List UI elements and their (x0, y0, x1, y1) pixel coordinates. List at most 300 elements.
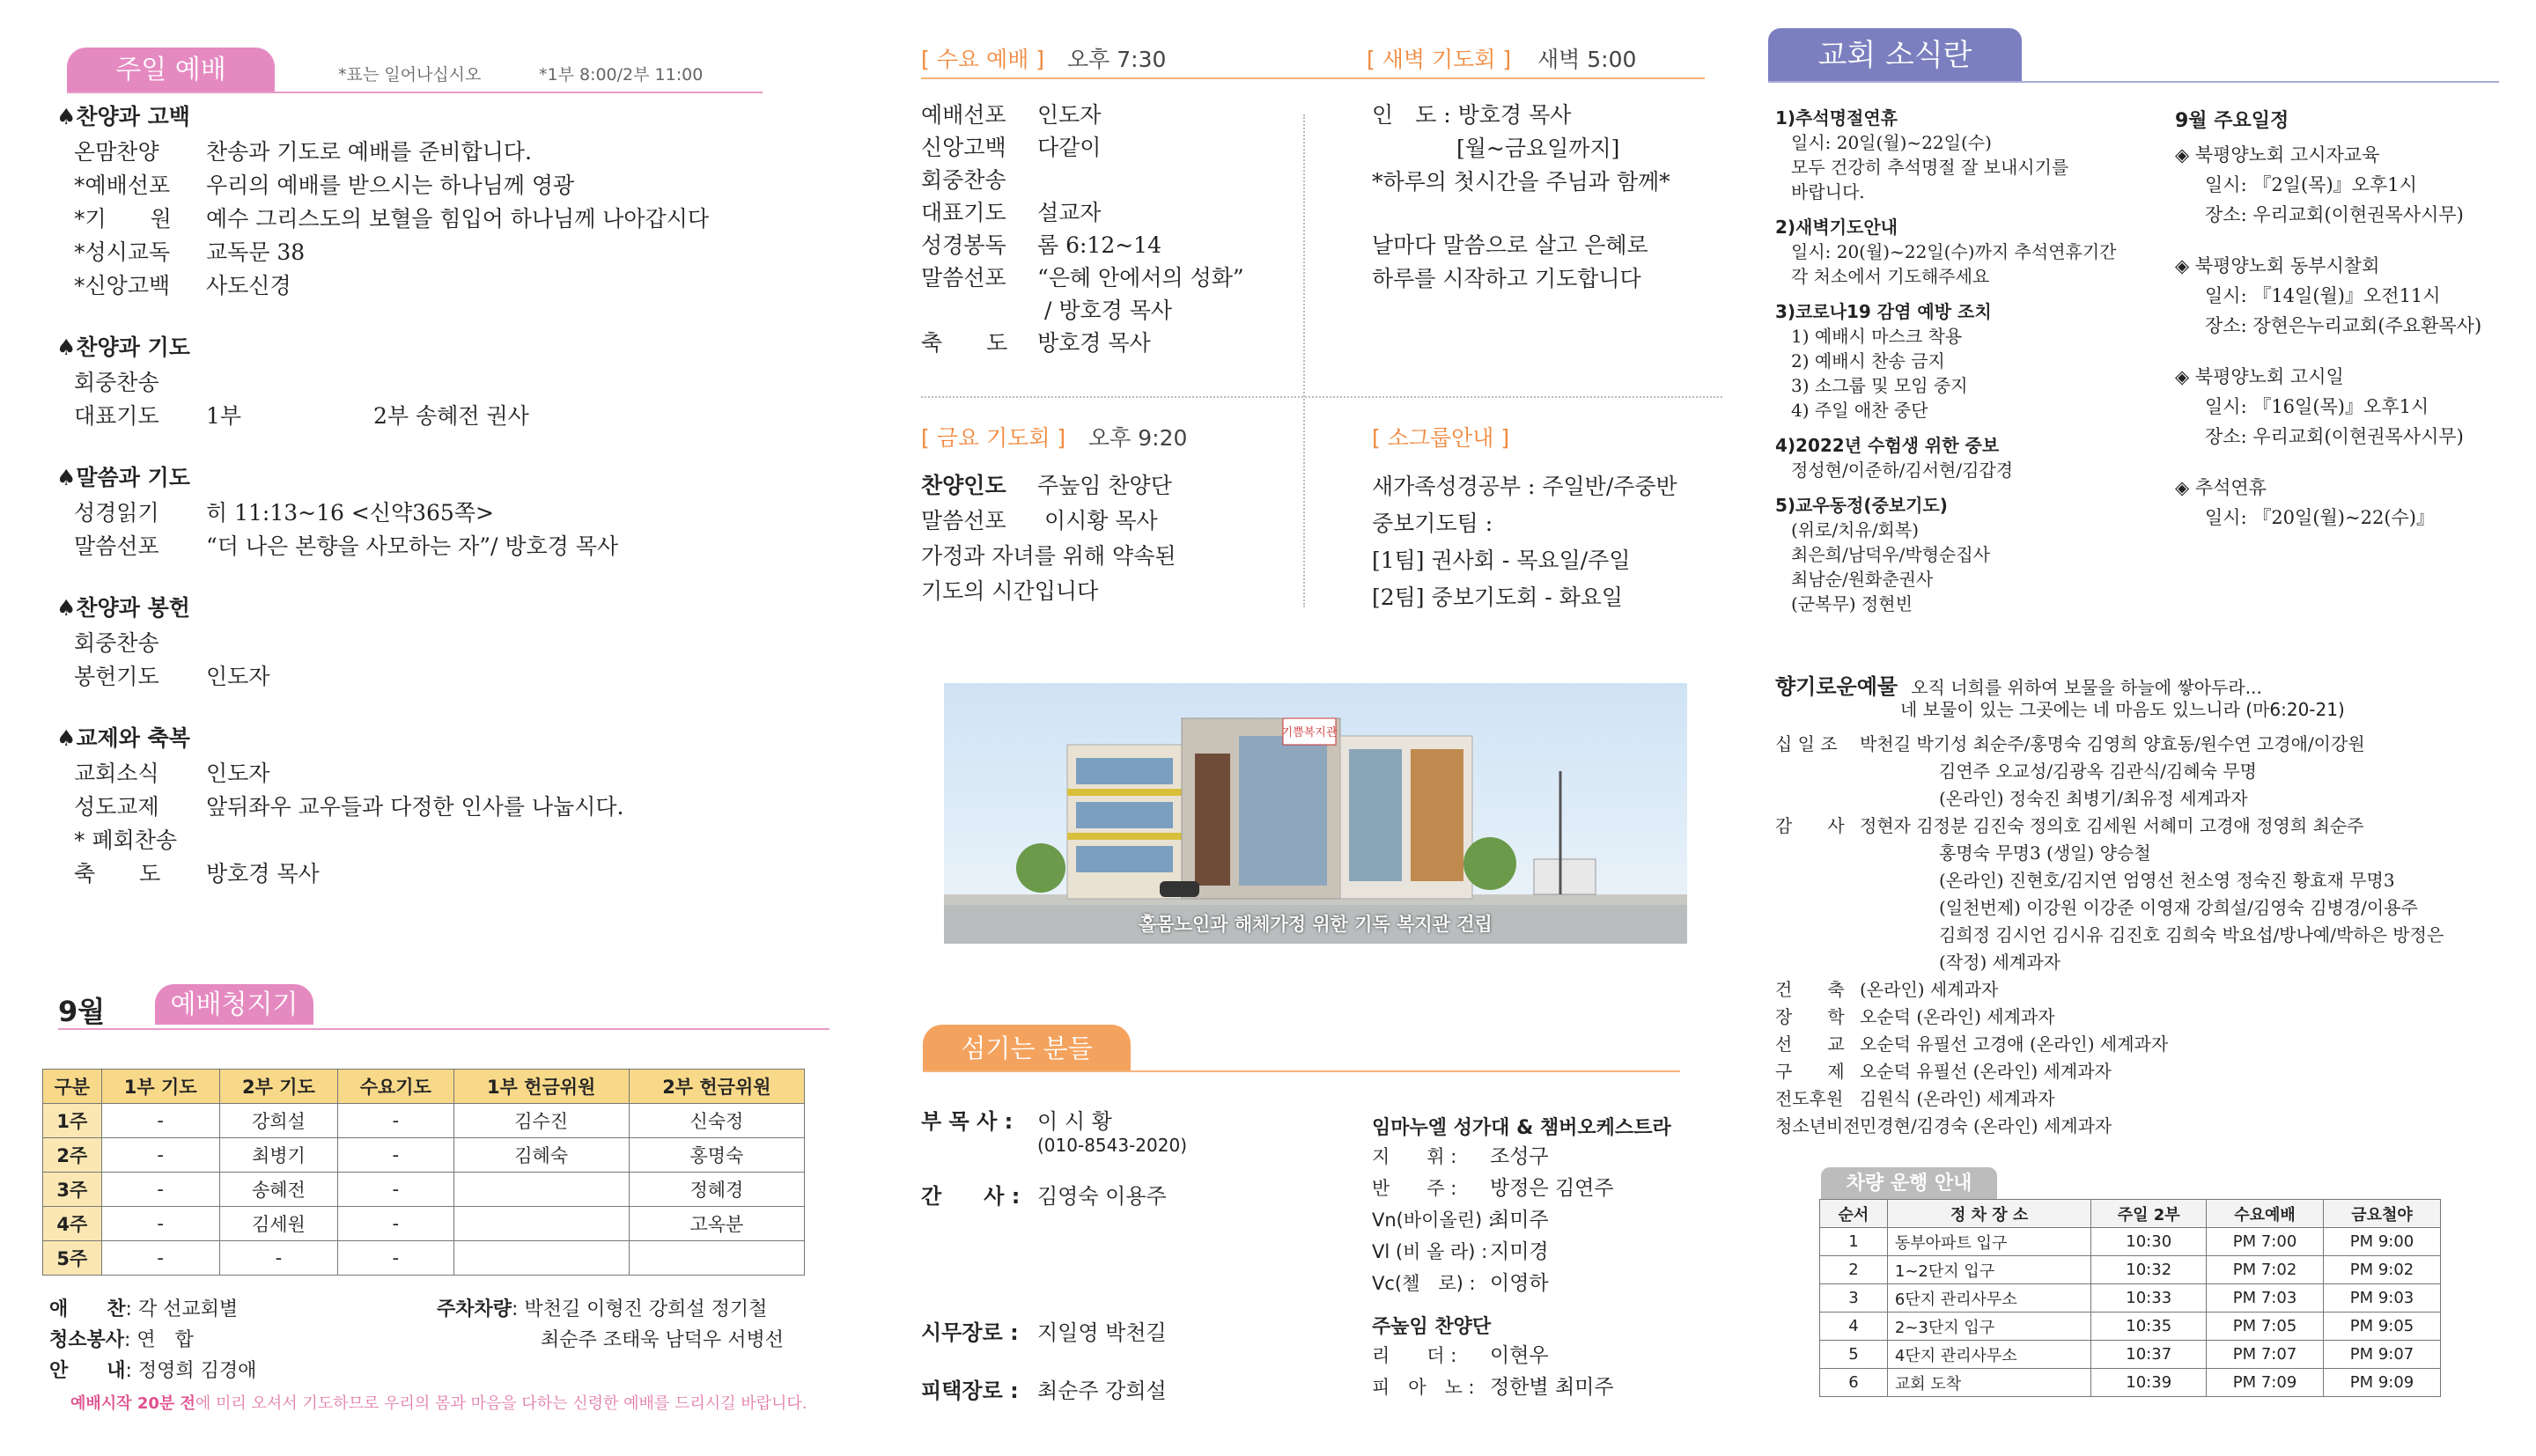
praise-row (1372, 1371, 1614, 1403)
duty-cell: - (337, 1173, 453, 1207)
duty-row (43, 1104, 805, 1138)
news-item-line: 각 처소에서 기도해주세요 (1791, 266, 1990, 287)
news-item-line: 정성현/이준하/김서현/김갑경 (1791, 460, 2014, 481)
offering-names: 김원식 (온라인) 세계과자 (1860, 1088, 2055, 1109)
elder1-label: 시무장로 : (921, 1320, 1019, 1345)
divider-horizontal (921, 396, 1722, 398)
choir-role: 반 주 : (1372, 1178, 1457, 1199)
vehicle-cell: PM 7:07 (2207, 1341, 2324, 1369)
offering-names: (온라인) 정숙진 최병기/최유정 세계과자 (1939, 788, 2248, 809)
wed-row (921, 164, 1244, 196)
fri-value-0: 주높임 찬양단 (1037, 473, 1172, 498)
elder2-name: 최순주 강희설 (1037, 1379, 1167, 1403)
duty-title: 예배청지기 (155, 984, 313, 1025)
guide-value: : 정영희 김경애 (125, 1360, 257, 1382)
small-line-4: [2팀] 중보기도회 - 화요일 (1372, 585, 1624, 610)
schedule-title: 9월 주요일정 (2175, 110, 2289, 132)
order-value: 히 11:13~16 <신약365쪽> (206, 500, 494, 526)
order-label: *예배선포 (74, 173, 171, 198)
order-value: 인도자 (206, 664, 270, 689)
sunday-order (56, 100, 761, 889)
vehicle-cell: 2~3단지 입구 (1887, 1313, 2091, 1341)
choir-row (1372, 1141, 1614, 1173)
vehicle-row (1820, 1341, 2441, 1369)
small-line-2: 중보기도팀 : (1372, 511, 1493, 536)
building-illustration (944, 683, 1687, 944)
vehicle-cell: 5 (1820, 1341, 1888, 1369)
news-item-line: 바랍니다. (1791, 181, 1865, 202)
vehicle-cell: PM 9:03 (2324, 1284, 2441, 1313)
schedule-line: 장소: 우리교회(이현권목사시무) (2205, 204, 2464, 225)
wed-label: 말씀선포 (921, 265, 1006, 290)
fri-value-1: 이시황 목사 (1044, 508, 1158, 533)
offering-category: 선 교 (1775, 1033, 1845, 1055)
duty-cell: - (337, 1138, 453, 1173)
divider-vertical (1303, 114, 1305, 607)
choir-role: Vl (비 올 라) : (1372, 1241, 1488, 1262)
building-sign: 기쁨복지관 (1281, 726, 1338, 739)
offering-row (1775, 813, 2444, 840)
vehicle-cell: PM 7:02 (2207, 1256, 2324, 1284)
fri-info (921, 468, 1176, 609)
offering-row (1775, 1031, 2444, 1058)
note-stand: *표는 일어나십시오 (338, 65, 482, 85)
duty-footer (49, 1294, 824, 1386)
schedule-line: 일시: 『2일(목)』오후1시 (2205, 174, 2417, 195)
order-value: 예수 그리스도의 보혈을 힘입어 하나님께 나아갑시다 (206, 206, 710, 232)
section-title: ♠찬양과 기도 (56, 335, 190, 360)
vehicle-cell: PM 7:05 (2207, 1313, 2324, 1341)
duty-cell (629, 1241, 804, 1276)
vehicle-cell: PM 9:00 (2324, 1228, 2441, 1256)
choir-label: 애 찬 (49, 1298, 126, 1320)
order-row (56, 789, 761, 822)
order-row (56, 167, 761, 201)
wed-value: 다같이 (1037, 135, 1102, 160)
order-row (56, 398, 761, 431)
guide-label: 안 내 (49, 1360, 126, 1382)
order-row (56, 134, 761, 167)
vehicle-cell: 3 (1820, 1284, 1888, 1313)
offering-category: 건 축 (1775, 979, 1845, 1000)
praise-role: 피 아 노 : (1372, 1377, 1475, 1398)
offering-row (1775, 1113, 2444, 1140)
duty-cell: 최병기 (219, 1138, 337, 1173)
schedule (2175, 106, 2527, 533)
divider (58, 1028, 829, 1030)
small-info (1372, 468, 1677, 616)
vehicle-cell: PM 7:03 (2207, 1284, 2324, 1313)
duty-header: 2부 헌금위원 (629, 1070, 804, 1104)
duty-header: 2부 기도 (219, 1070, 337, 1104)
news-item-line: 최남순/원화춘권사 (1791, 569, 1934, 590)
worship-note-bold: 예배시작 20분 전 (70, 1394, 195, 1413)
assoc-name: 이 시 황 (1037, 1109, 1112, 1134)
duty-cell (453, 1241, 629, 1276)
order-row (56, 528, 761, 562)
order-value: 인도자 (206, 761, 270, 786)
elder2-label: 피택장로 : (921, 1379, 1019, 1403)
schedule-line: 일시: 『14일(월)』오전11시 (2205, 285, 2441, 306)
news-item-title: 4)2022년 수험생 위한 중보 (1775, 435, 2000, 456)
duty-cell: - (101, 1207, 219, 1241)
building-image (944, 683, 1687, 944)
duty-cell: - (101, 1104, 219, 1138)
news-item-title: 1)추석명절연휴 (1775, 107, 1898, 129)
servants-left (921, 1104, 1187, 1210)
duty-cell: - (219, 1241, 337, 1276)
vehicle-cell: PM 9:07 (2324, 1341, 2441, 1369)
vehicle-cell: 4 (1820, 1313, 1888, 1341)
duty-cell: - (337, 1241, 453, 1276)
order-value: 우리의 예배를 받으시는 하나님께 영광 (206, 173, 575, 198)
wed-row (921, 229, 1244, 261)
praise-list (1372, 1340, 1614, 1403)
order-row (56, 495, 761, 528)
elder-2 (921, 1373, 1167, 1404)
duty-cell: 4주 (43, 1207, 102, 1241)
clean-label: 청소봉사 (49, 1329, 125, 1351)
duty-row (43, 1207, 805, 1241)
duty-cell: 강희설 (219, 1104, 337, 1138)
duty-cell: 5주 (43, 1241, 102, 1276)
offering-row (1775, 758, 2444, 785)
worship-note-rest: 에 미리 오셔서 기도하므로 우리의 몸과 마음을 다하는 신령한 예배를 드리시길 바랍니다. (195, 1394, 807, 1413)
vehicle-row (1820, 1256, 2441, 1284)
order-value: “더 나은 본향을 사모하는 자”/ 방호경 목사 (206, 533, 619, 559)
dawn-motto: *하루의 첫시간을 주님과 함께* (1372, 169, 1670, 195)
schedule-title: ◈ 추석연휴 (2175, 477, 2267, 498)
offering-category: 구 제 (1775, 1061, 1845, 1082)
divider (923, 1070, 1680, 1072)
vehicle-header: 순서 (1820, 1200, 1888, 1228)
duty-cell: - (101, 1138, 219, 1173)
duty-cell: - (337, 1207, 453, 1241)
wed-label: 축 도 (921, 330, 1008, 356)
duty-month: 9월 (58, 995, 106, 1028)
offering-names: 홍명숙 무명3 (생일) 양승철 (1939, 842, 2151, 864)
assoc-phone: (010-8543-2020) (1037, 1135, 1188, 1156)
section-title: ♠찬양과 봉헌 (56, 595, 190, 621)
vehicle-cell: 1 (1820, 1228, 1888, 1256)
note-time: *1부 8:00/2부 11:00 (539, 65, 704, 85)
duty-cell: - (337, 1104, 453, 1138)
order-row (56, 234, 761, 268)
news-item-title: 2)새벽기도안내 (1775, 217, 1898, 238)
servants-tab: 섬기는 분들 (923, 1025, 1131, 1070)
order-label: *신앙고백 (74, 273, 171, 298)
news-item-line: (군복무) 정현빈 (1791, 593, 1913, 614)
schedule-title: ◈ 북평양노회 고시자교육 (2175, 144, 2380, 165)
vehicle-row (1820, 1228, 2441, 1256)
section-title: ♠교제와 축복 (56, 725, 190, 751)
duty-cell: 3주 (43, 1173, 102, 1207)
duty-cell: - (101, 1241, 219, 1276)
vehicle-cell: 1~2단지 입구 (1887, 1256, 2091, 1284)
offering-row (1775, 1004, 2444, 1031)
wed-label: 회중찬송 (921, 167, 1006, 193)
offering-category: 장 학 (1775, 1006, 1845, 1027)
fri-label-0: 찬양인도 (921, 473, 1006, 498)
choir-row (1372, 1173, 1614, 1204)
small-title: [ 소그룹안내 ] (1372, 425, 1510, 451)
news-item-line: 2) 예배시 찬송 금지 (1791, 350, 1945, 371)
wed-value: 방호경 목사 (1037, 330, 1151, 356)
duty-cell: 김혜숙 (453, 1138, 629, 1173)
offering-row (1775, 922, 2444, 949)
duty-cell: 홍명숙 (629, 1138, 804, 1173)
offering-names: (온라인) 진현호/김지연 엄영선 천소영 정숙진 황효재 무명3 (1939, 870, 2395, 891)
duty-cell: 김수진 (453, 1104, 629, 1138)
nurse-name: 김영숙 이용주 (1037, 1184, 1167, 1209)
wed-row (921, 294, 1244, 327)
assoc-label: 부 목 사 : (921, 1109, 1014, 1134)
wed-value: 인도자 (1037, 102, 1102, 128)
vehicle-cell: PM 7:00 (2207, 1228, 2324, 1256)
wed-time: 오후 7:30 (1067, 47, 1167, 72)
order-row (56, 822, 761, 856)
worship-note (70, 1391, 807, 1414)
offering-row (1775, 894, 2444, 922)
fri-text-1: 가정과 자녀를 위해 약속된 (921, 543, 1176, 569)
offering-row (1775, 840, 2444, 867)
offering-names: 김연주 오교성/김광옥 김관식/김혜숙 무명 (1939, 761, 2257, 782)
order-value: 찬송과 기도로 예배를 준비합니다. (206, 139, 532, 165)
offering-verse-1: 오직 너희를 위하여 보물을 하늘에 쌓아두라... (1911, 677, 2262, 698)
order-value: 방호경 목사 (206, 861, 320, 886)
duty-cell: 정혜경 (629, 1173, 804, 1207)
schedule-title: ◈ 북평양노회 동부시찰회 (2175, 255, 2380, 276)
dawn-leader: 인 도 : 방호경 목사 (1372, 102, 1572, 128)
duty-cell (453, 1207, 629, 1241)
elder1-name: 지일영 박천길 (1037, 1320, 1167, 1345)
small-line-1: 새가족성경공부 : 주일반/주중반 (1372, 474, 1677, 499)
vehicle-cell: 6 (1820, 1369, 1888, 1397)
offering-category: 감 사 (1775, 815, 1845, 836)
duty-cell: 1주 (43, 1104, 102, 1138)
duty-cell: 신숙정 (629, 1104, 804, 1138)
news-item-title: 3)코로나19 감염 예방 조치 (1775, 301, 1992, 322)
order-label: 회중찬송 (74, 630, 159, 656)
offering-names: 오순덕 유필선 고경애 (온라인) 세계과자 (1860, 1033, 2169, 1055)
dawn-time: 새벽 5:00 (1537, 47, 1637, 72)
vehicle-title: 차량 운행 안내 (1821, 1167, 1997, 1199)
choir-title: 임마누엘 성가대 & 챔버오케스트라 (1372, 1117, 1671, 1139)
offering-category: 전도후원 (1775, 1088, 1844, 1109)
order-row (56, 268, 761, 301)
order-label: 회중찬송 (74, 370, 159, 395)
duty-cell: - (101, 1173, 219, 1207)
news-item-line: 1) 예배시 마스크 착용 (1791, 326, 1963, 347)
vehicle-cell: PM 9:09 (2324, 1369, 2441, 1397)
duty-cell (453, 1173, 629, 1207)
choir-row (1372, 1268, 1614, 1299)
wed-row (921, 261, 1244, 294)
choir-name: 조성구 (1490, 1145, 1549, 1168)
vehicle-cell: PM 9:02 (2324, 1256, 2441, 1284)
fri-title: [ 금요 기도회 ] (921, 425, 1066, 451)
schedule-line: 일시: 『16일(목)』오후1시 (2205, 396, 2429, 417)
vehicle-cell: 10:37 (2091, 1341, 2207, 1369)
choir-role: Vc(첼 로) : (1372, 1273, 1476, 1294)
wed-label: 대표기도 (921, 200, 1006, 225)
wed-value: “은혜 안에서의 성화” (1037, 265, 1244, 290)
nurse-label: 간 사 : (921, 1184, 1021, 1209)
order-row (56, 201, 761, 234)
section-title: ♠찬양과 고백 (56, 104, 190, 129)
vehicle-header: 금요철야 (2324, 1200, 2441, 1228)
offering-row (1775, 976, 2444, 1004)
vehicle-cell: PM 9:05 (2324, 1313, 2441, 1341)
offering-names: (온라인) 세계과자 (1860, 979, 1999, 1000)
order-value: 교독문 38 (206, 239, 306, 265)
choir-role: Vn(바이올린) : (1372, 1210, 1494, 1231)
offering-names: 김희정 김시언 김시유 김진호 김희숙 박요섭/방나예/박하은 방정은 (1939, 924, 2444, 945)
duty-cell: 고옥분 (629, 1207, 804, 1241)
dawn-days: [월~금요일까지] (1456, 136, 1620, 161)
schedule-title: ◈ 북평양노회 고시일 (2175, 366, 2344, 387)
news-item-line: 3) 소그룹 및 모임 중지 (1791, 375, 1968, 396)
small-line-3: [1팀] 권사회 - 목요일/주일 (1372, 548, 1631, 573)
vehicle-table-wrap (1819, 1199, 2441, 1397)
order-row (56, 625, 761, 658)
order-row (56, 856, 761, 889)
vehicle-cell: 10:35 (2091, 1313, 2207, 1341)
order-value: 1부 2부 송혜전 권사 (206, 403, 529, 429)
vehicle-cell: 10:30 (2091, 1228, 2207, 1256)
offering-row (1775, 949, 2444, 976)
offering-verse-2: 네 보물이 있는 그곳에는 네 마음도 있느니라 (마6:20-21) (1900, 699, 2345, 720)
order-row (56, 364, 761, 398)
order-label: 말씀선포 (74, 533, 159, 559)
news-item-line: 일시: 20일(월)~22일(수) (1791, 132, 1992, 153)
order-row (56, 755, 761, 789)
wed-label: 예배선포 (921, 102, 1006, 128)
duty-header: 구분 (43, 1070, 102, 1104)
order-label: 성경읽기 (74, 500, 159, 526)
news-item-title: 5)교우동정(중보기도) (1775, 495, 1948, 516)
wed-value: / 방호경 목사 (1044, 298, 1173, 323)
dawn-title: [ 새벽 기도회 ] (1367, 47, 1512, 72)
news-tab: 교회 소식란 (1768, 28, 2022, 81)
order-label: *기 원 (74, 206, 172, 232)
offering-title: 향기로운예물 (1775, 674, 1898, 699)
praise-name: 정한별 최미주 (1490, 1376, 1614, 1399)
offering-names: 박천길 박기성 최순주/홍명숙 김영희 양효동/원수연 고경애/이강원 (1860, 733, 2365, 754)
choir-name: 지미경 (1490, 1240, 1549, 1263)
fri-label-1: 말씀선포 (921, 508, 1006, 533)
vehicle-table (1819, 1199, 2441, 1397)
vehicle-cell: 10:32 (2091, 1256, 2207, 1284)
choir-row (1372, 1204, 1614, 1236)
order-label: 온맘찬양 (74, 139, 159, 165)
vehicle-cell: 10:33 (2091, 1284, 2207, 1313)
order-label: 성도교제 (74, 794, 159, 820)
news-item-line: 최은희/남덕우/박형순집사 (1791, 544, 1990, 565)
vehicle-row (1820, 1313, 2441, 1341)
wed-row (921, 131, 1244, 164)
divider (1768, 81, 2499, 83)
choir-name: 최미주 (1490, 1209, 1549, 1232)
schedule-line: 일시: 『20일(월)~22(수)』 (2205, 507, 2435, 528)
parking-value: : 박천길 이형진 강희설 정기철 (512, 1298, 768, 1320)
duty-cell: 2주 (43, 1138, 102, 1173)
elder-1 (921, 1315, 1167, 1346)
divider (67, 92, 763, 93)
fri-time: 오후 9:20 (1088, 425, 1188, 451)
parking-label: 주차차량 (437, 1298, 512, 1320)
choir-name: 이영하 (1490, 1272, 1549, 1295)
news-list (1775, 106, 2145, 616)
offering-row (1775, 731, 2444, 758)
vehicle-header: 수요예배 (2207, 1200, 2324, 1228)
dawn-text-1: 날마다 말씀으로 살고 은혜로 (1372, 232, 1648, 258)
order-label: 대표기도 (74, 403, 159, 429)
fri-text-2: 기도의 시간입니다 (921, 578, 1099, 604)
praise-role: 리 더 : (1372, 1345, 1457, 1366)
offering-names: 오순덕 (온라인) 세계과자 (1860, 1006, 2055, 1027)
praise-title: 주높임 찬양단 (1372, 1316, 1492, 1338)
divider (921, 77, 1705, 79)
duty-cell: 송혜전 (219, 1173, 337, 1207)
choir-list (1372, 1141, 1614, 1299)
vehicle-row (1820, 1284, 2441, 1313)
choir-name: 방정은 김연주 (1490, 1177, 1614, 1200)
vehicle-cell: 교회 도착 (1887, 1369, 2091, 1397)
order-label: 축 도 (74, 861, 161, 886)
offering-names: (작정) 세계과자 (1939, 952, 2060, 973)
praise-row (1372, 1340, 1614, 1371)
offering-category: 청소년비전 (1775, 1115, 1861, 1136)
news-item-line: 일시: 20(월)~22일(수)까지 추석연휴기간 (1791, 241, 2117, 262)
order-label: 봉헌기도 (74, 664, 159, 689)
duty-header: 1부 기도 (101, 1070, 219, 1104)
schedule-line: 장소: 우리교회(이현권목사시무) (2205, 426, 2464, 447)
wed-row (921, 99, 1244, 131)
offering-names: 오순덕 유필선 (온라인) 세계과자 (1860, 1061, 2112, 1082)
schedule-line: 장소: 장현은누리교회(주요환목사) (2205, 315, 2482, 336)
offering-names: 민경현/김경숙 (온라인) 세계과자 (1860, 1115, 2112, 1136)
choir-value: : 각 선교회별 (125, 1298, 239, 1320)
vehicle-header: 정 차 장 소 (1887, 1200, 2091, 1228)
duty-header: 수요기도 (337, 1070, 453, 1104)
offering-list (1775, 731, 2444, 1140)
order-value: 앞뒤좌우 교우들과 다정한 인사를 나눕시다. (206, 794, 624, 820)
vehicle-cell: 동부아파트 입구 (1887, 1228, 2091, 1256)
offering-row (1775, 867, 2444, 894)
duty-table-wrap (42, 1069, 805, 1276)
dawn-text-2: 하루를 시작하고 기도합니다 (1372, 266, 1641, 291)
news-item-line: 4) 주일 애찬 중단 (1791, 400, 1928, 421)
offering-names: 정현자 김정분 김진숙 정의호 김세원 서혜미 고경애 정영희 최순주 (1860, 815, 2364, 836)
offering-row (1775, 1058, 2444, 1085)
offering-row (1775, 785, 2444, 813)
duty-row (43, 1173, 805, 1207)
wed-label: 성경봉독 (921, 232, 1006, 258)
order-label: *성시교독 (74, 239, 171, 265)
duty-row (43, 1138, 805, 1173)
duty-table (42, 1069, 805, 1276)
vehicle-cell: 4단지 관리사무소 (1887, 1341, 2091, 1369)
news-item-line: 모두 건강히 추석명절 잘 보내시기를 (1791, 157, 2069, 178)
wed-value: 롬 6:12~14 (1037, 232, 1161, 258)
order-value: 사도신경 (206, 273, 291, 298)
choir-role: 지 휘 : (1372, 1146, 1457, 1167)
dawn-info (1372, 99, 1670, 296)
choir-row (1372, 1236, 1614, 1268)
order-label: * 폐회찬송 (74, 827, 178, 853)
vehicle-cell: 2 (1820, 1256, 1888, 1284)
